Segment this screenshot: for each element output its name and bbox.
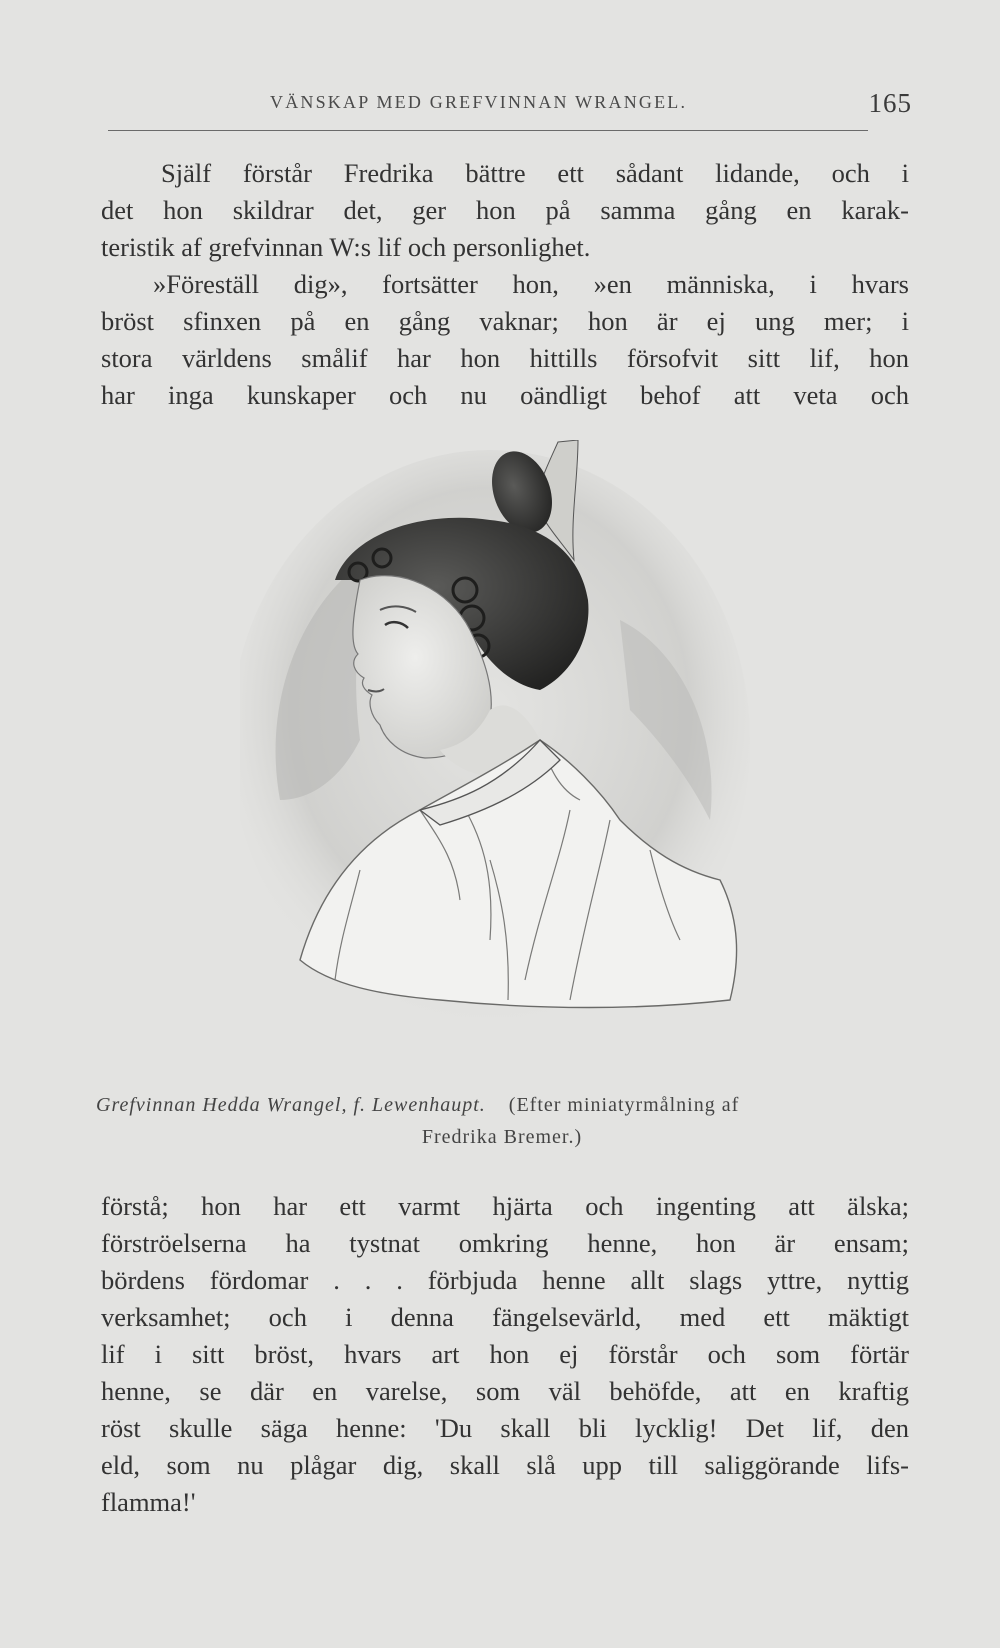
caption-line-1 [96, 1089, 908, 1121]
text-line: förströelserna ha tystnat omkring henne, hon är ensam; [101, 1228, 909, 1258]
text-line: flamma!' [101, 1487, 196, 1517]
header-rule [108, 130, 868, 131]
text-line: röst skulle säga henne: 'Du skall bli lycklig! Det lif, den [101, 1413, 909, 1443]
text-line: lif i sitt bröst, hvars art hon ej förstår och som förtär [101, 1339, 909, 1369]
text-line: verksamhet; och i denna fängelsevärld, med ett mäktigt [101, 1302, 909, 1332]
text-line: har inga kunskaper och nu oändligt behof att veta och [101, 380, 909, 410]
text-line: teristik af grefvinnan W:s lif och personlighet. [101, 232, 591, 262]
running-title: VÄNSKAP MED GREFVINNAN WRANGEL. [270, 92, 688, 112]
text-line: »Föreställ dig», fortsätter hon, »en människa, i hvars [153, 269, 909, 299]
caption-note: (Efter miniatyrmålning af [508, 1094, 740, 1116]
text-line: bördens fördomar . . . förbjuda henne allt slags yttre, nyttig [101, 1265, 909, 1295]
caption-line-2: Fredrika Bremer.) [421, 1126, 583, 1148]
running-head [100, 88, 912, 124]
body-text-bottom [101, 1188, 909, 1521]
text-line: bröst sfinxen på en gång vaknar; hon är ej ung mer; i [101, 306, 909, 336]
body-text-top [101, 155, 909, 414]
text-line: förstå; hon har ett varmt hjärta och ingenting att älska; [101, 1191, 909, 1221]
portrait-illustration [240, 440, 780, 1060]
text-line: eld, som nu plågar dig, skall slå upp till saliggörande lifs- [101, 1450, 909, 1480]
text-line: henne, se där en varelse, som väl behöfde, att en kraftig [101, 1376, 909, 1406]
text-line: Själf förstår Fredrika bättre ett sådant lidande, och i [161, 158, 909, 188]
caption-title: Grefvinnan Hedda Wrangel, f. Lewenhaupt. [96, 1094, 486, 1116]
text-line: stora världens smålif har hon hittills försofvit sitt lif, hon [101, 343, 909, 373]
figure-caption [96, 1089, 908, 1153]
text-line: det hon skildrar det, ger hon på samma gång en karak- [101, 195, 909, 225]
page-number: 165 [868, 88, 912, 118]
